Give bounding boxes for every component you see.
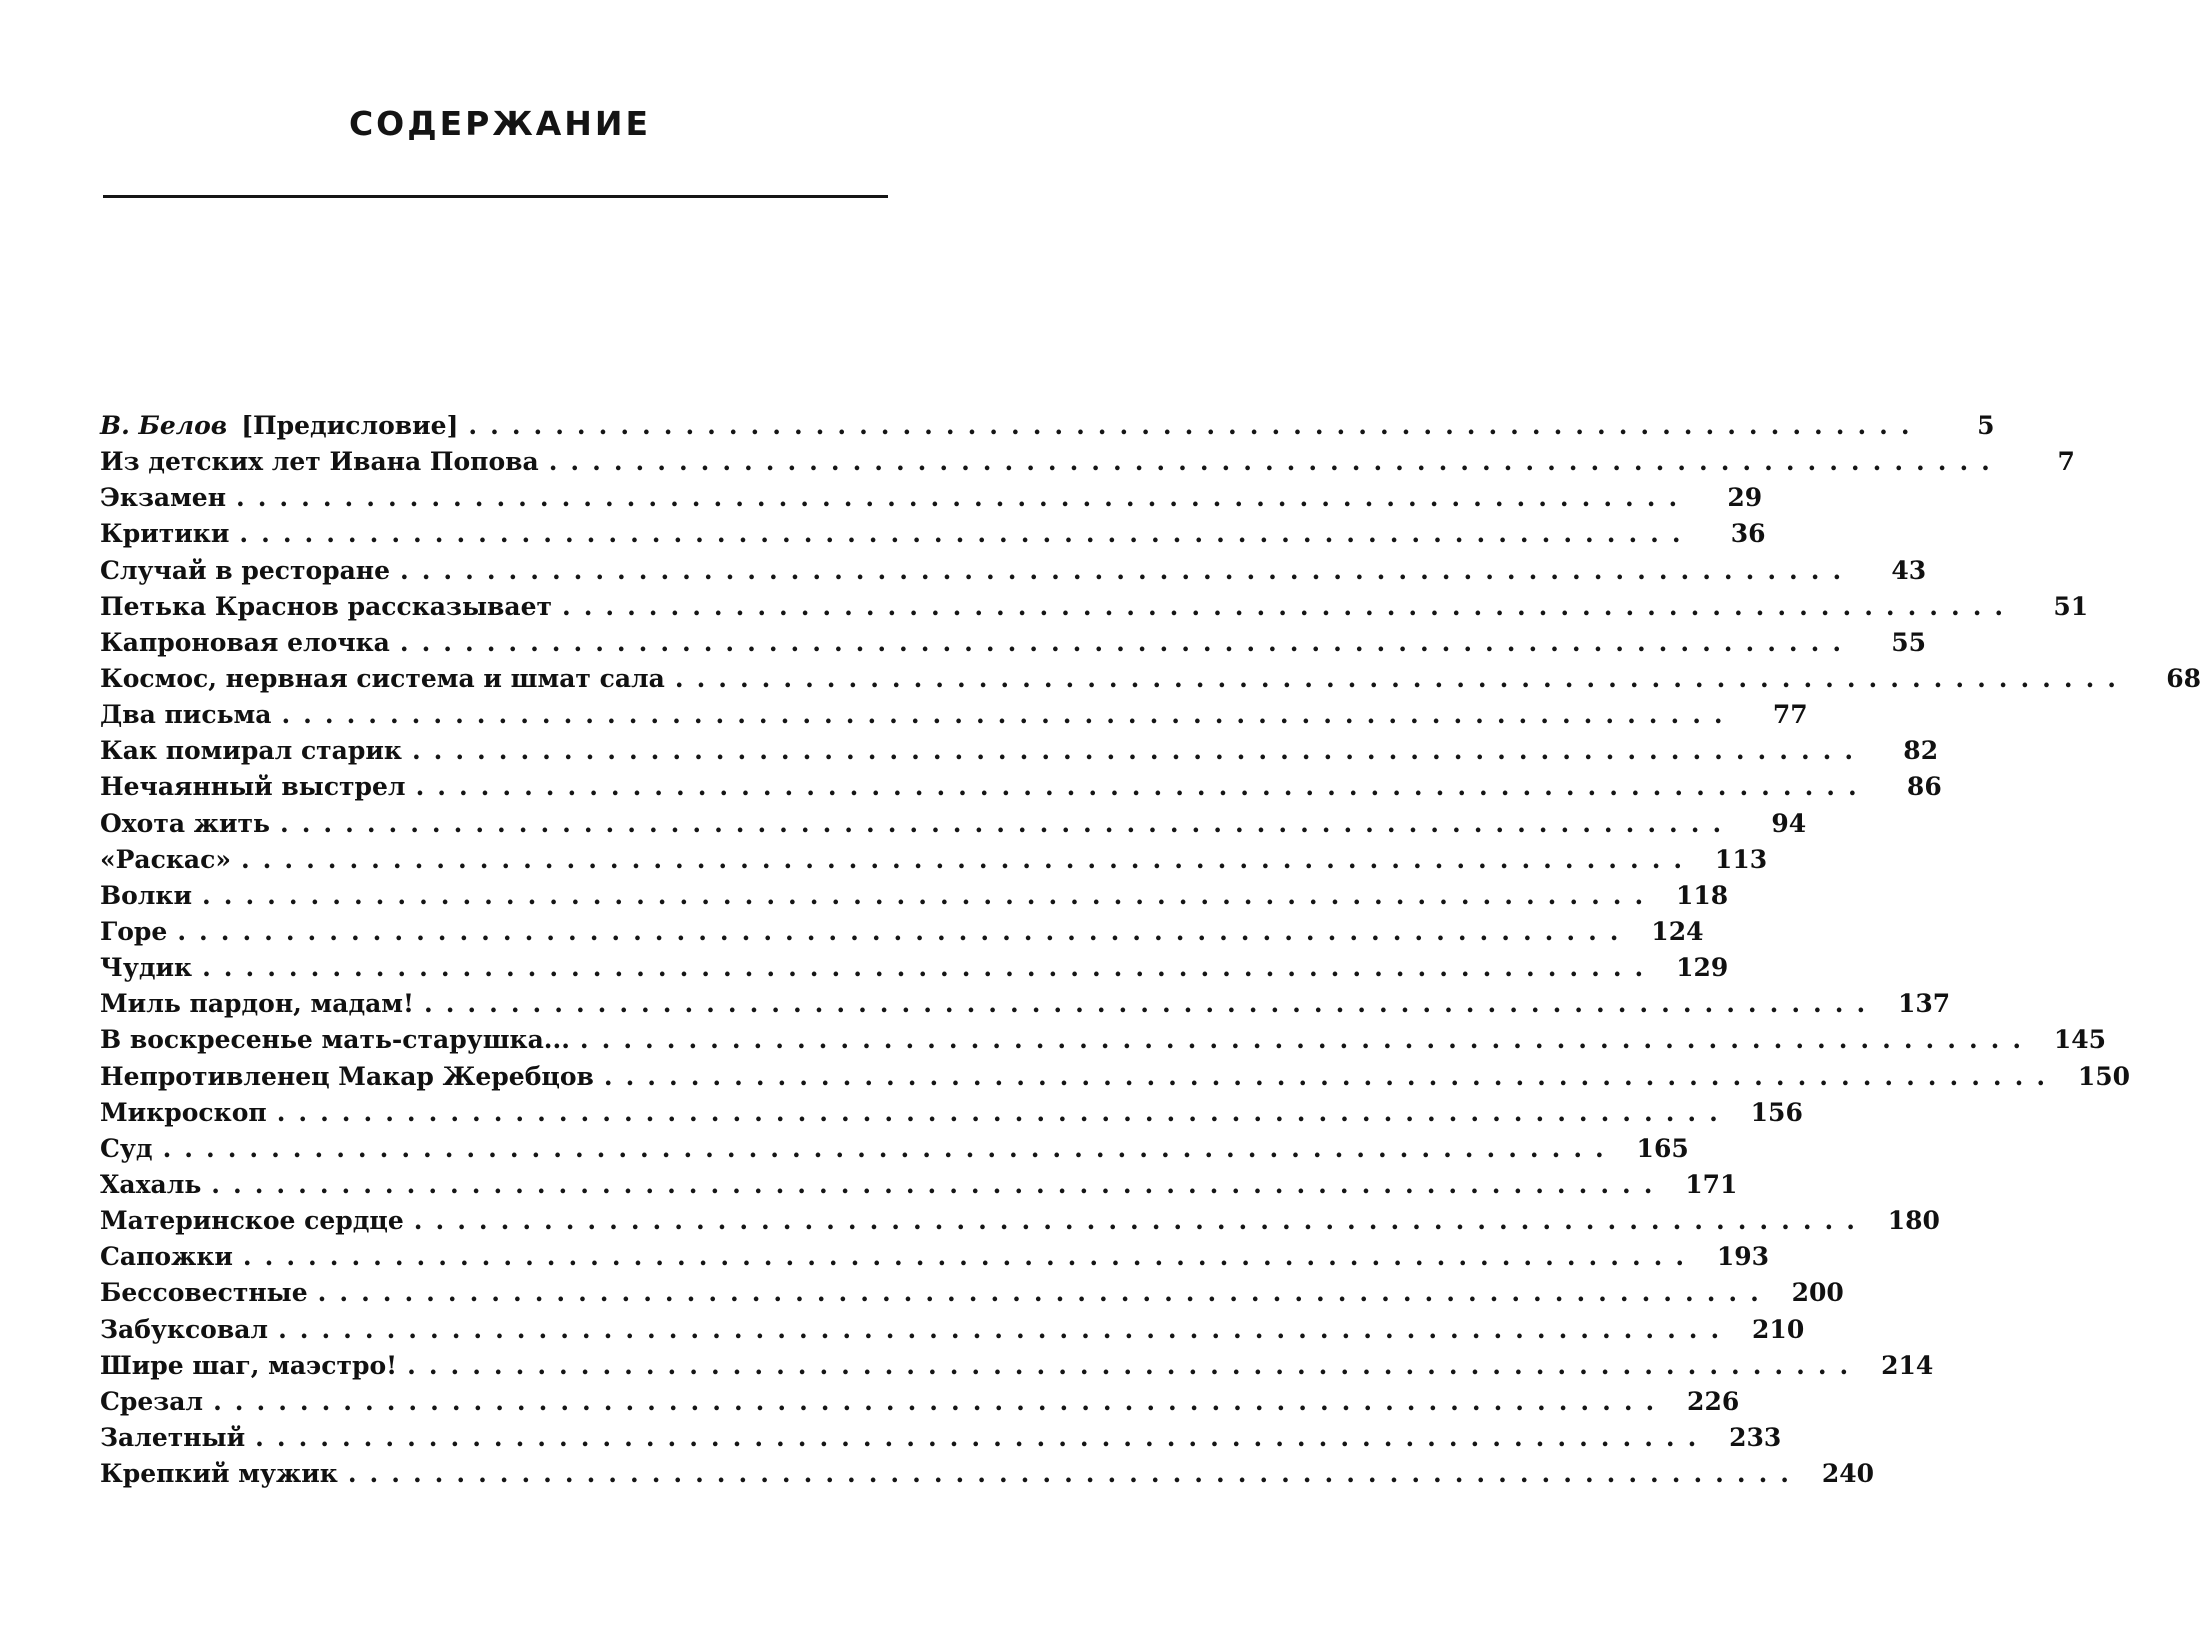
toc-entry-page: 29 xyxy=(1727,483,1763,513)
toc-entry-title: Непротивленец Макар Жеребцов xyxy=(100,1061,594,1091)
toc-entry xyxy=(100,627,1927,664)
toc-entry-title: В воскресенье мать-старушка... xyxy=(100,1025,570,1055)
toc-entry-page: 55 xyxy=(1891,627,1927,657)
toc-entry-title: Суд xyxy=(100,1133,153,1163)
toc-entry-title: Петька Краснов рассказывает xyxy=(100,591,552,621)
dot-leader: ................................................................... xyxy=(162,1133,1617,1163)
toc-entry xyxy=(100,1314,1805,1351)
toc-entry xyxy=(100,808,1807,845)
toc-entry xyxy=(100,1061,2131,1098)
dot-leader: ................................................................... xyxy=(413,1206,1868,1236)
toc-entry-page: 51 xyxy=(2053,591,2089,621)
toc-entry-page: 82 xyxy=(1903,736,1939,766)
toc-entry xyxy=(100,916,1704,953)
toc-entry xyxy=(100,772,1942,808)
toc-entry-title-group xyxy=(100,411,468,440)
dot-leader: ................................................................... xyxy=(213,1386,1668,1416)
toc-entry-page: 150 xyxy=(2077,1061,2131,1091)
dot-leader: ................................................................... xyxy=(579,1025,2035,1055)
toc-entry xyxy=(100,1206,1940,1242)
toc-entry-page: 7 xyxy=(2057,447,2075,477)
toc-entry xyxy=(100,844,1768,881)
toc-entry-page: 68 xyxy=(2166,663,2201,693)
toc-entry xyxy=(100,1242,1770,1278)
toc-entry xyxy=(100,1350,1934,1387)
dot-leader: ................................................................... xyxy=(202,880,1657,910)
toc-entry-title: Как помирал старик xyxy=(100,736,402,766)
toc-entry-title: Хахаль xyxy=(100,1169,202,1199)
toc-entry xyxy=(100,1133,1689,1170)
toc-entry xyxy=(100,1422,1782,1459)
dot-leader: ................................................................... xyxy=(468,411,1923,440)
toc-entry-title: Горе xyxy=(100,916,168,946)
toc-entry-page: 226 xyxy=(1687,1386,1740,1416)
dot-leader: ................................................................... xyxy=(281,700,1736,730)
toc-entry-page: 124 xyxy=(1651,916,1704,946)
toc-entry xyxy=(100,1097,1803,1134)
dot-leader: ................................................................... xyxy=(561,591,2017,621)
dot-leader: ................................................................... xyxy=(280,808,1735,838)
toc-entry-page: 210 xyxy=(1752,1314,1805,1344)
dot-leader: ................................................................... xyxy=(603,1061,2059,1091)
toc-entry-title: Волки xyxy=(100,880,193,910)
toc-entry-title: Из детских лет Ивана Попова xyxy=(100,447,539,477)
toc-entry-page: 233 xyxy=(1729,1422,1782,1452)
toc-entry-title: Сапожки xyxy=(100,1242,233,1272)
dot-leader: ................................................................... xyxy=(407,1350,1862,1380)
toc-entry-page: 200 xyxy=(1791,1278,1844,1308)
toc-entry-title: Крепкий мужик xyxy=(100,1459,338,1489)
toc-entry xyxy=(100,519,1766,555)
dot-leader: ................................................................... xyxy=(177,916,1632,946)
toc-entry-page: 171 xyxy=(1685,1169,1738,1199)
toc-entry xyxy=(100,1386,1740,1423)
dot-leader: ................................................................... xyxy=(400,555,1855,585)
toc-entry xyxy=(100,555,1927,592)
dot-leader: ................................................................... xyxy=(255,1422,1710,1452)
toc-entry-page: 118 xyxy=(1676,880,1729,910)
toc-entry-title: Охота жить xyxy=(100,808,270,838)
toc-entry xyxy=(100,1278,1844,1314)
dot-leader: ................................................................... xyxy=(239,519,1694,549)
toc-entry-title: Срезал xyxy=(100,1386,204,1416)
toc-entry xyxy=(100,1025,2107,1061)
toc-entry-author: В. Белов xyxy=(100,411,228,440)
dot-leader: ................................................................... xyxy=(242,1242,1698,1272)
toc-entry-page: 113 xyxy=(1714,844,1768,874)
toc-entry xyxy=(100,1169,1738,1206)
dot-leader: ................................................................... xyxy=(674,663,2130,693)
toc-entry-page: 86 xyxy=(1906,772,1942,802)
toc-entry-page: 156 xyxy=(1750,1097,1803,1127)
dot-leader: ................................................................... xyxy=(411,736,1867,766)
heading-rule xyxy=(103,195,888,198)
toc-entry-title: Экзамен xyxy=(100,483,227,513)
toc-entry-title: Материнское сердце xyxy=(100,1206,404,1236)
dot-leader: ................................................................... xyxy=(399,627,1855,657)
toc-entry-page: 165 xyxy=(1636,1133,1689,1163)
toc-entry-title: Залетный xyxy=(100,1422,246,1452)
toc-entry-page: 193 xyxy=(1716,1242,1770,1272)
dot-leader: ................................................................... xyxy=(202,953,1657,983)
toc-entry-page: 43 xyxy=(1891,555,1927,585)
toc-entry-page: 180 xyxy=(1887,1206,1940,1236)
toc-entry-page: 129 xyxy=(1676,953,1729,983)
toc-entry-title: Забуксовал xyxy=(100,1314,269,1344)
toc-entry xyxy=(100,591,2089,628)
page-title: СОДЕРЖАНИЕ xyxy=(348,104,652,143)
toc-entry-page: 137 xyxy=(1897,989,1951,1019)
dot-leader: ................................................................... xyxy=(211,1169,1666,1199)
toc-entry-title: [Предисловие] xyxy=(241,411,459,440)
toc-entry-title: Случай в ресторане xyxy=(100,555,391,585)
dot-leader: ................................................................... xyxy=(317,1278,1772,1308)
toc-entry xyxy=(100,411,1995,447)
dot-leader: ................................................................... xyxy=(276,1097,1731,1127)
dot-leader: ................................................................... xyxy=(240,844,1696,874)
toc-entry-title: Бессовестные xyxy=(100,1278,308,1308)
toc-entry-page: 240 xyxy=(1821,1459,1874,1489)
toc-entry-title: Критики xyxy=(100,519,230,549)
toc-entry xyxy=(100,1459,1874,1495)
toc-entry xyxy=(100,700,1808,736)
toc-entry-page: 77 xyxy=(1772,700,1808,730)
toc-entry-title: Миль пардон, мадам! xyxy=(100,989,415,1019)
toc-entry-page: 214 xyxy=(1881,1350,1934,1380)
toc-entry xyxy=(100,663,2201,700)
dot-leader: ................................................................... xyxy=(415,772,1870,802)
toc-entry-title: «Раскас» xyxy=(100,844,231,874)
table-of-contents xyxy=(100,411,2201,1495)
toc-entry-page: 94 xyxy=(1771,808,1807,838)
dot-leader: ................................................................... xyxy=(347,1459,1802,1489)
toc-entry-title: Чудик xyxy=(100,953,193,983)
toc-entry-title: Микроскоп xyxy=(100,1097,267,1127)
dot-leader: ................................................................... xyxy=(548,447,2003,477)
toc-entry xyxy=(100,736,1939,772)
dot-leader: ................................................................... xyxy=(236,483,1691,513)
toc-entry xyxy=(100,953,1729,989)
toc-entry xyxy=(100,483,1763,519)
dot-leader: ................................................................... xyxy=(424,989,1879,1019)
toc-entry-title: Нечаянный выстрел xyxy=(100,772,406,802)
toc-entry xyxy=(100,989,1951,1025)
toc-entry xyxy=(100,880,1729,917)
toc-entry-page: 5 xyxy=(1977,411,1995,440)
toc-entry-page: 36 xyxy=(1730,519,1766,549)
dot-leader: ................................................................... xyxy=(278,1314,1733,1344)
toc-entry xyxy=(100,447,2075,483)
toc-entry-title: Космос, нервная система и шмат сала xyxy=(100,663,665,693)
toc-entry-title: Два письма xyxy=(100,700,272,730)
toc-entry-page: 145 xyxy=(2053,1025,2107,1055)
toc-entry-title: Капроновая елочка xyxy=(100,627,390,657)
toc-entry-title: Шире шаг, маэстро! xyxy=(100,1350,398,1380)
